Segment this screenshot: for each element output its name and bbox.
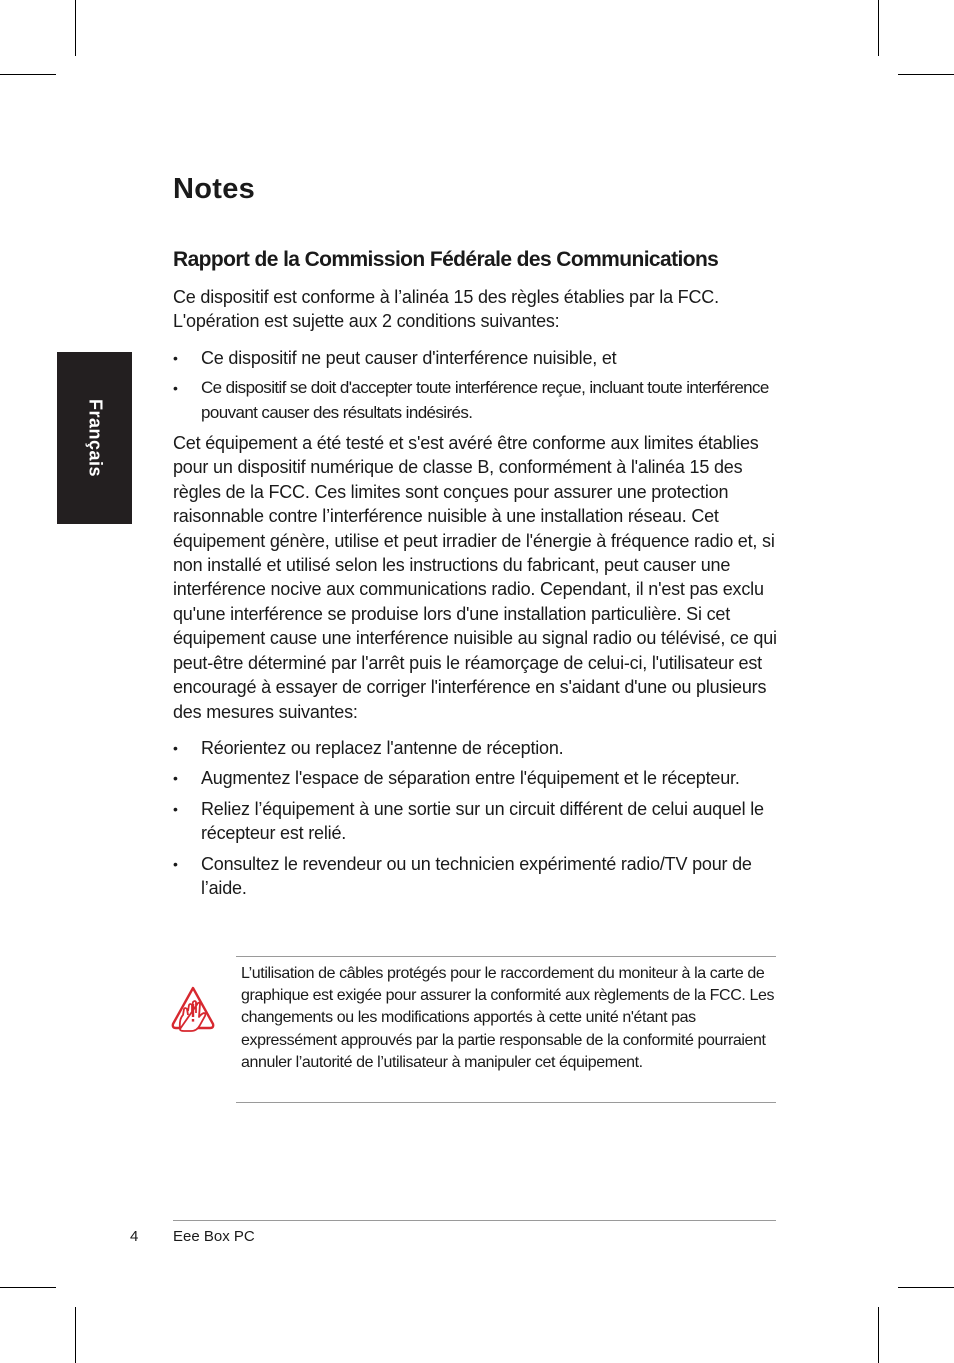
crop-mark — [0, 74, 56, 75]
list-item: • Augmentez l'espace de séparation entre l'équipement et le récepteur. — [173, 766, 777, 790]
list-item: • Reliez l’équipement à une sortie sur un circuit différent de celui auquel le récepteur est relié. — [173, 797, 777, 846]
crop-mark — [878, 0, 879, 56]
product-name: Eee Box PC — [173, 1228, 255, 1245]
compliance-notice — [236, 956, 776, 1103]
language-side-tab — [57, 352, 132, 524]
intro-paragraph: Ce dispositif est conforme à l’alinéa 15 des règles établies par la FCC. L'opération est sujette aux 2 conditions suivantes: — [173, 287, 719, 332]
language-label: Français — [85, 398, 105, 478]
crop-mark — [898, 1287, 954, 1288]
crop-mark — [75, 0, 76, 56]
page-number: 4 — [130, 1228, 139, 1245]
fcc-paragraph: Cet équipement a été testé et s'est avéré être conforme aux limites établies pour un dispositif numérique de classe B, conformément à l'alinéa 15 des règles de la FCC. Ces limites sont conçues pour assurer une protection raisonnable contre l’interférence nuisible à une installation réseau. Cet équipement génère, utilise et peut irradier de l'énergie à fréquence radio et, si non installé et utilisé selon les instructions du fabricant, peut causer une interférence nocive aux communications radio. Cependant, il n'est pas exclu qu'une interférence se produise lors d'une installation particulière. Si cet équipement cause une interférence nuisible au signal radio ou télévisé, ce qui peut-être déterminé par l'arrêt puis le réamorçage de celui-ci, l'utilisateur est encouragé à essayer de corriger l'interférence en s'aidant d'une ou plusieurs des mesures suivantes: — [173, 433, 777, 722]
crop-mark — [0, 1287, 56, 1288]
list-item: • Consultez le revendeur ou un technicien expérimenté radio/TV pour de l’aide. — [173, 852, 777, 901]
warning-hand-icon — [170, 985, 216, 1035]
crop-mark — [898, 74, 954, 75]
list-item: • Ce dispositif ne peut causer d'interférence nuisible, et — [173, 346, 777, 370]
list-item: • Réorientez ou replacez l'antenne de réception. — [173, 736, 777, 760]
crop-mark — [75, 1307, 76, 1363]
main-content — [173, 170, 777, 906]
notice-text: L’utilisation de câbles protégés pour le raccordement du moniteur à la carte de graphique est exigée pour assurer la conformité aux règlements de la FCC. Les changements ou les modifications apportés à cette unité n'étant pas expressément approuvés par la partie responsable de la conformité pourraient annuler l’autorité de l’utilisateur à manipuler cet équipement. — [241, 965, 775, 1071]
section-title: Rapport de la Commission Fédérale des Communications — [173, 248, 719, 271]
list-item: • Ce dispositif se doit d'accepter toute interférence reçue, incluant toute interférence pouvant causer des résultats indésirés. — [173, 376, 777, 425]
crop-mark — [878, 1307, 879, 1363]
conditions-list — [173, 346, 777, 425]
footer-divider — [173, 1220, 776, 1221]
measures-list — [173, 736, 777, 900]
page-title: Notes — [173, 173, 256, 205]
